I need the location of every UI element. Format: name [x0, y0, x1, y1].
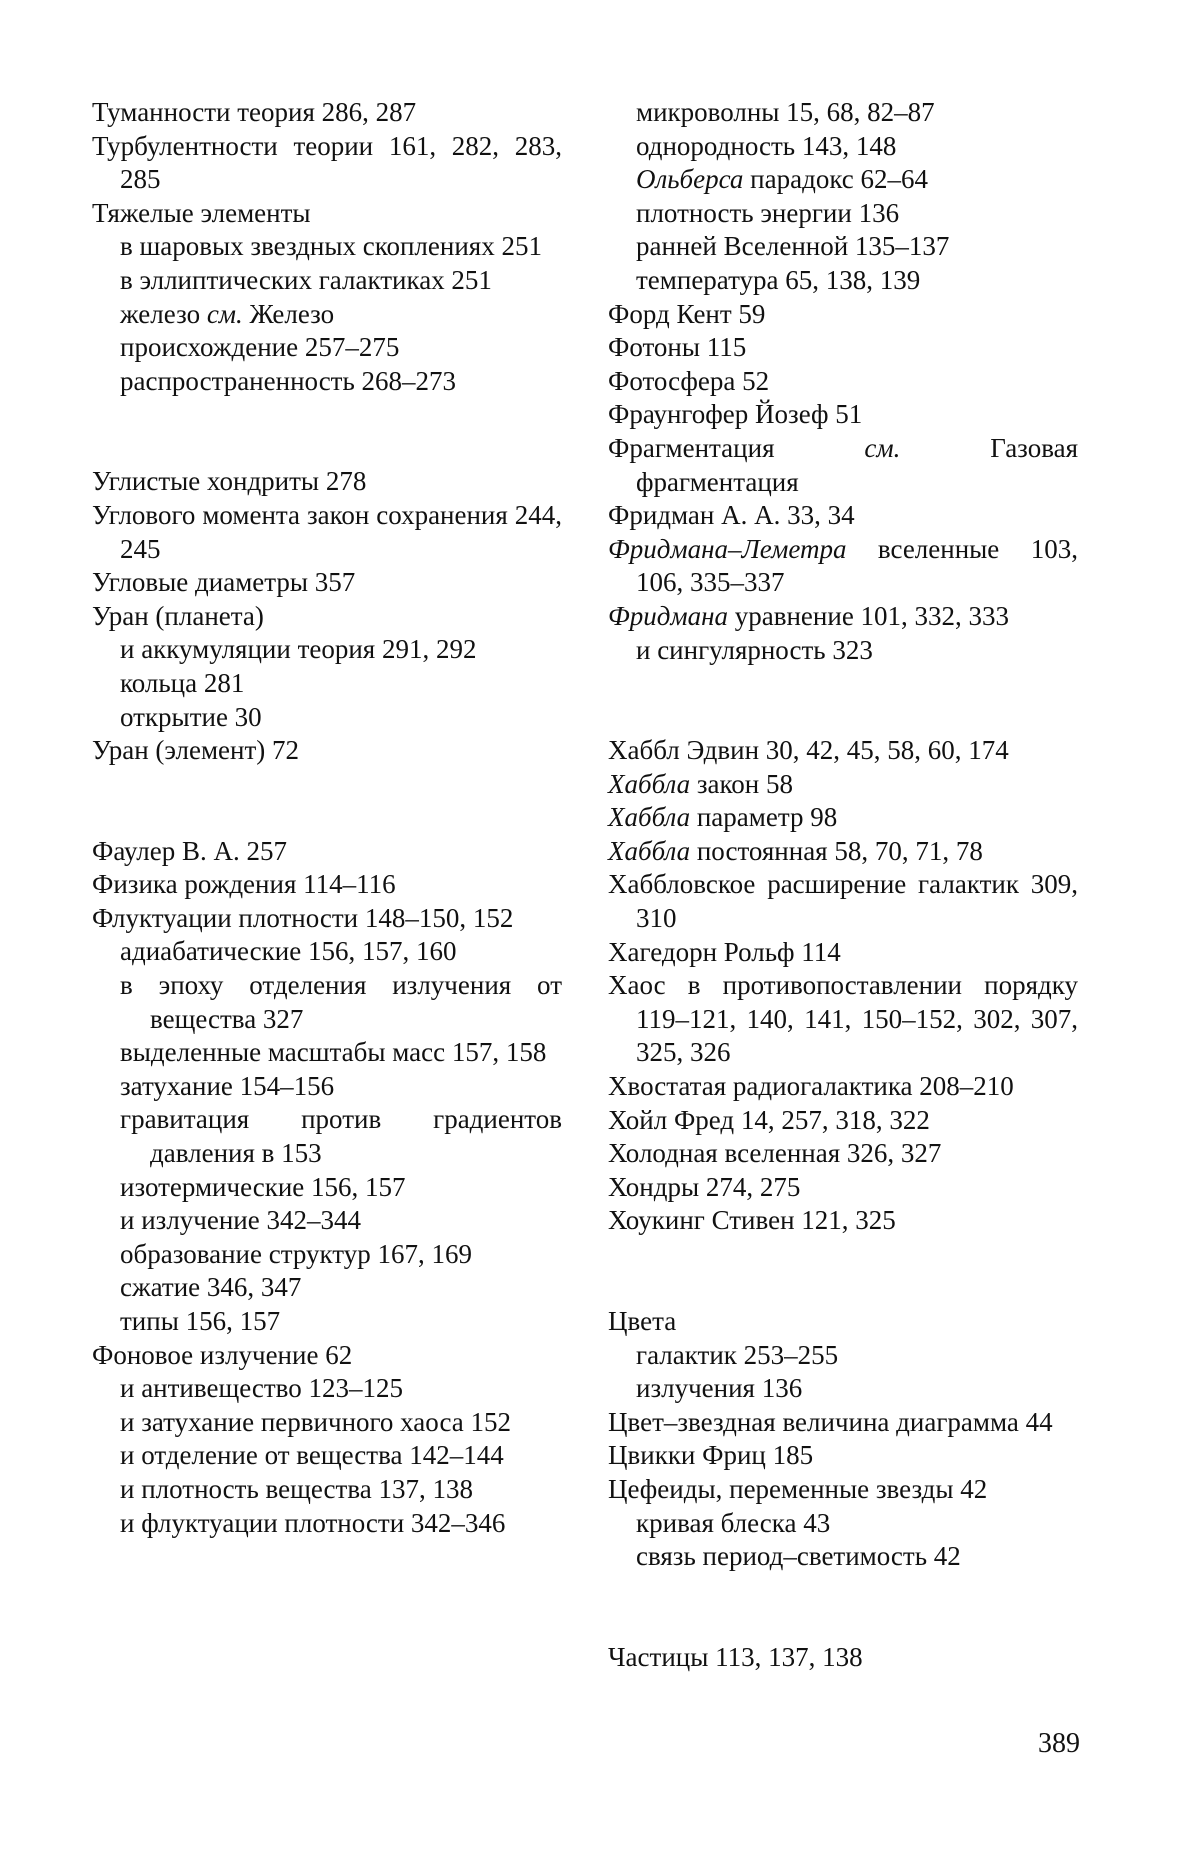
index-entry: Хаббла параметр 98 — [608, 802, 838, 833]
index-subentry: в эпоху отделения излучения от вещества 327 — [120, 970, 562, 1034]
index-column-right — [608, 96, 1078, 1674]
index-subentry: и плотность вещества 137, 138 — [120, 1473, 473, 1504]
index-entry: Угловые диаметры 357 — [92, 567, 356, 598]
index-entry: Фридмана уравнение 101, 332, 333 — [608, 600, 1010, 631]
index-entry: Уран (планета) — [92, 600, 264, 631]
index-subentry: и сингулярность 323 — [636, 634, 873, 665]
index-subentry: плотность энергии 136 — [636, 197, 900, 228]
index-entry: Хоукинг Стивен 121, 325 — [608, 1205, 896, 1236]
index-subentry: и аккумуляции теория 291, 292 — [120, 634, 477, 665]
letter-section-gap — [608, 1238, 1078, 1305]
index-entry: Хаббл Эдвин 30, 42, 45, 58, 60, 174 — [608, 735, 1009, 766]
index-entry: Фотосфера 52 — [608, 365, 770, 396]
index-entry: Хондры 274, 275 — [608, 1171, 801, 1202]
index-subentry: сжатие 346, 347 — [120, 1272, 302, 1303]
index-entry: Турбулентности теории 161, 282, 283, 285 — [92, 130, 562, 195]
index-entry: Фрагментация см. Газовая фрагментация — [608, 432, 1078, 497]
index-subentry: и флуктуации плотности 342–346 — [120, 1507, 506, 1538]
index-entry: Хаббла закон 58 — [608, 768, 793, 799]
index-subentry: гравитация против градиентов давления в 153 — [120, 1104, 562, 1169]
index-subentry: температура 65, 138, 139 — [636, 264, 921, 295]
index-subentry: образование структур 167, 169 — [120, 1238, 472, 1269]
index-subentry: галактик 253–255 — [636, 1339, 839, 1370]
index-subentry: происхождение 257–275 — [120, 332, 400, 363]
index-entry: Туманности теория 286, 287 — [92, 97, 417, 127]
letter-section-gap — [608, 667, 1078, 734]
index-entry: Тяжелые элементы — [92, 197, 311, 228]
index-subentry: открытие 30 — [120, 701, 262, 732]
index-subentry: адиабатические 156, 157, 160 — [120, 936, 457, 967]
letter-section-gap — [608, 1574, 1078, 1641]
index-entry: Хвостатая радиогалактика 208–210 — [608, 1071, 1014, 1102]
index-subentry: излучения 136 — [636, 1373, 803, 1404]
index-entry: Фраунгофер Йозеф 51 — [608, 399, 863, 430]
index-subentry: и отделение от вещества 142–144 — [120, 1440, 504, 1471]
index-entry: Хойл Фред 14, 257, 318, 322 — [608, 1104, 930, 1135]
index-entry: Углистые хондриты 278 — [92, 466, 367, 497]
letter-section-gap — [92, 398, 562, 465]
index-entry: Частицы 113, 137, 138 — [608, 1641, 863, 1672]
index-entry: Фотоны 115 — [608, 332, 747, 363]
index-subentry: выделенные масштабы масс 157, 158 — [120, 1037, 547, 1068]
index-subentry: изотермические 156, 157 — [120, 1171, 406, 1202]
index-entry: Флуктуации плотности 148–150, 152 — [92, 902, 514, 933]
index-column-left — [92, 96, 562, 1540]
index-subentry: однородность 143, 148 — [636, 130, 897, 161]
letter-section-gap — [92, 768, 562, 835]
index-subentry: и затухание первичного хаоса 152 — [120, 1406, 512, 1437]
index-entry: Углового момента закон сохранения 244, 245 — [92, 499, 562, 564]
index-entry: Фоновое излучение 62 — [92, 1339, 353, 1370]
index-entry: Уран (элемент) 72 — [92, 735, 300, 766]
index-subentry: Ольберса парадокс 62–64 — [636, 164, 929, 195]
index-subentry: микроволны 15, 68, 82–87 — [636, 97, 935, 127]
index-entry: Хаббла постоянная 58, 70, 71, 78 — [608, 835, 983, 866]
page-number: 389 — [1038, 1728, 1080, 1759]
index-subentry: распространенность 268–273 — [120, 365, 457, 396]
index-subentry: связь период–светимость 42 — [636, 1541, 961, 1572]
index-entry: Хаос в противопоставлении порядку 119–121, 140, 141, 150–152, 302, 307, 325, 326 — [608, 970, 1078, 1068]
index-subentry: железо см. Железо — [120, 298, 335, 329]
index-subentry: затухание 154–156 — [120, 1070, 335, 1101]
index-entry: Форд Кент 59 — [608, 298, 766, 329]
index-subentry: и излучение 342–344 — [120, 1205, 361, 1236]
index-entry: Холодная вселенная 326, 327 — [608, 1138, 942, 1169]
index-entry: Фридман А. А. 33, 34 — [608, 500, 855, 531]
index-subentry: и антивещество 123–125 — [120, 1373, 403, 1404]
index-entry: Цефеиды, переменные звезды 42 — [608, 1473, 988, 1504]
index-entry: Цвикки Фриц 185 — [608, 1440, 814, 1471]
index-entry: Физика рождения 114–116 — [92, 869, 396, 900]
index-subentry: ранней Вселенной 135–137 — [636, 231, 950, 262]
index-subentry: типы 156, 157 — [120, 1306, 281, 1336]
index-entry: Хагедорн Рольф 114 — [608, 936, 841, 967]
index-entry: Фаулер В. А. 257 — [92, 835, 287, 866]
index-entry: Хаббловское расширение галактик 309, 310 — [608, 869, 1078, 934]
index-subentry: кольца 281 — [120, 667, 245, 698]
index-subentry: в шаровых звездных скоплениях 251 — [120, 231, 542, 262]
index-entry: Фридмана–Леметра вселенные 103, 106, 335–337 — [608, 533, 1078, 598]
index-entry: Цвета — [608, 1306, 677, 1336]
index-subentry: в эллиптических галактиках 251 — [120, 264, 492, 295]
index-entry: Цвет–звездная величина диаграмма 44 — [608, 1406, 1053, 1437]
index-subentry: кривая блеска 43 — [636, 1507, 831, 1538]
